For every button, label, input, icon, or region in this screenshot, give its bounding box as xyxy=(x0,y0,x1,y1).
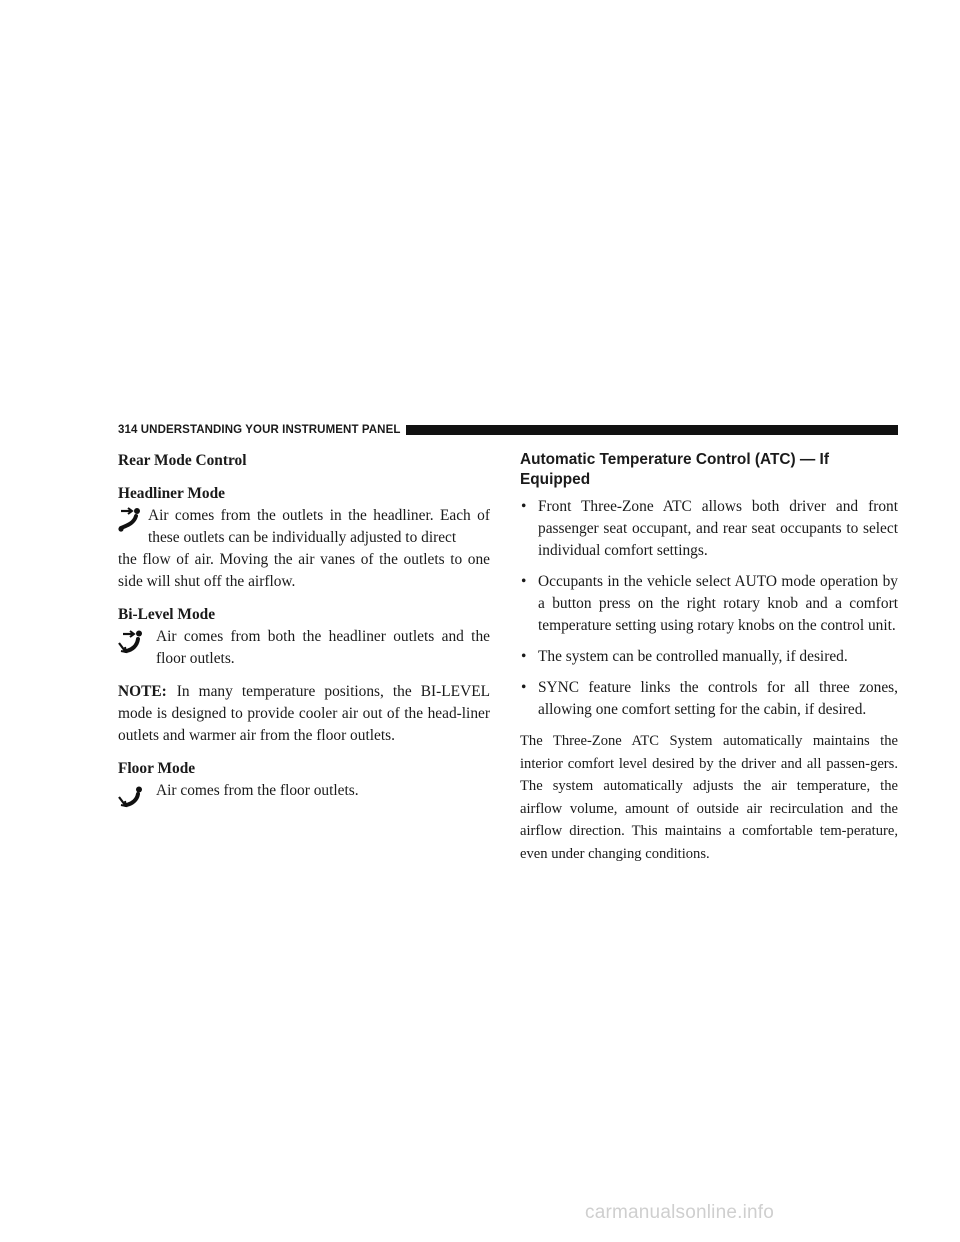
site-watermark: carmanualsonline.info xyxy=(585,1202,775,1223)
note-paragraph xyxy=(118,681,490,747)
rear-mode-control-heading: Rear Mode Control xyxy=(118,452,247,469)
bullet-icon: • xyxy=(521,573,527,590)
bullet-icon: • xyxy=(521,648,527,665)
list-item: • Occupants in the vehicle select AUTO mode operation by a button press on the right rotary knob and a comfort temperature setting using rotary knobs on the control unit. xyxy=(521,573,898,634)
atc-description-paragraph: The Three-Zone ATC System automatically maintains the interior comfort level desired by the driver and all passen-gers. The system automatically adjusts the air temperature, the airflow volume, amount of outside air recirculation and the airflow direction. This maintains a comfortable tem-perature, even under changing conditions. xyxy=(520,733,898,862)
note-text: In many temperature positions, the BI-LEVEL mode is designed to provide cooler air out of the head-liner outlets and warmer air from the floor outlets. xyxy=(118,683,490,744)
bi-level-mode-icon xyxy=(118,630,144,656)
list-item: • Front Three-Zone ATC allows both driver and front passenger seat occupant, and rear seat occupants to select individual comfort settings. xyxy=(521,498,898,559)
floor-mode-text: Air comes from the floor outlets. xyxy=(156,782,359,799)
headliner-mode-text-rest: the flow of air. Moving the air vanes of the outlets to one side will shut off the airflow. xyxy=(118,551,490,590)
headliner-mode-icon xyxy=(118,507,142,533)
floor-mode-block xyxy=(118,780,490,802)
page-number-chapter-title: 314 UNDERSTANDING YOUR INSTRUMENT PANEL xyxy=(118,424,401,436)
atc-heading: Automatic Temperature Control (ATC) — If Equipped xyxy=(520,451,829,488)
page-header xyxy=(118,423,898,437)
headliner-mode-block xyxy=(118,505,490,593)
right-column xyxy=(520,450,898,865)
headliner-mode-heading: Headliner Mode xyxy=(118,485,226,502)
floor-mode-icon xyxy=(118,786,144,810)
list-item: • The system can be controlled manually, if desired. xyxy=(520,646,898,668)
bi-level-mode-text: Air comes from both the headliner outlets and the floor outlets. xyxy=(156,628,490,667)
header-rule-bar xyxy=(406,425,898,435)
floor-mode-heading: Floor Mode xyxy=(118,760,196,777)
bi-level-mode-heading: Bi-Level Mode xyxy=(118,606,216,623)
note-label: NOTE: xyxy=(118,683,167,700)
atc-bullet-list xyxy=(520,496,898,721)
bi-level-mode-block xyxy=(118,626,490,670)
bullet-icon: • xyxy=(521,498,527,515)
headliner-mode-text-indented: Air comes from the outlets in the headliner. Each of these outlets can be individually adjusted to direct xyxy=(148,507,490,546)
bullet-icon: • xyxy=(521,679,527,696)
left-column xyxy=(118,450,490,813)
list-item: • SYNC feature links the controls for all three zones, allowing one comfort setting for the cabin, if desired. xyxy=(521,679,898,718)
